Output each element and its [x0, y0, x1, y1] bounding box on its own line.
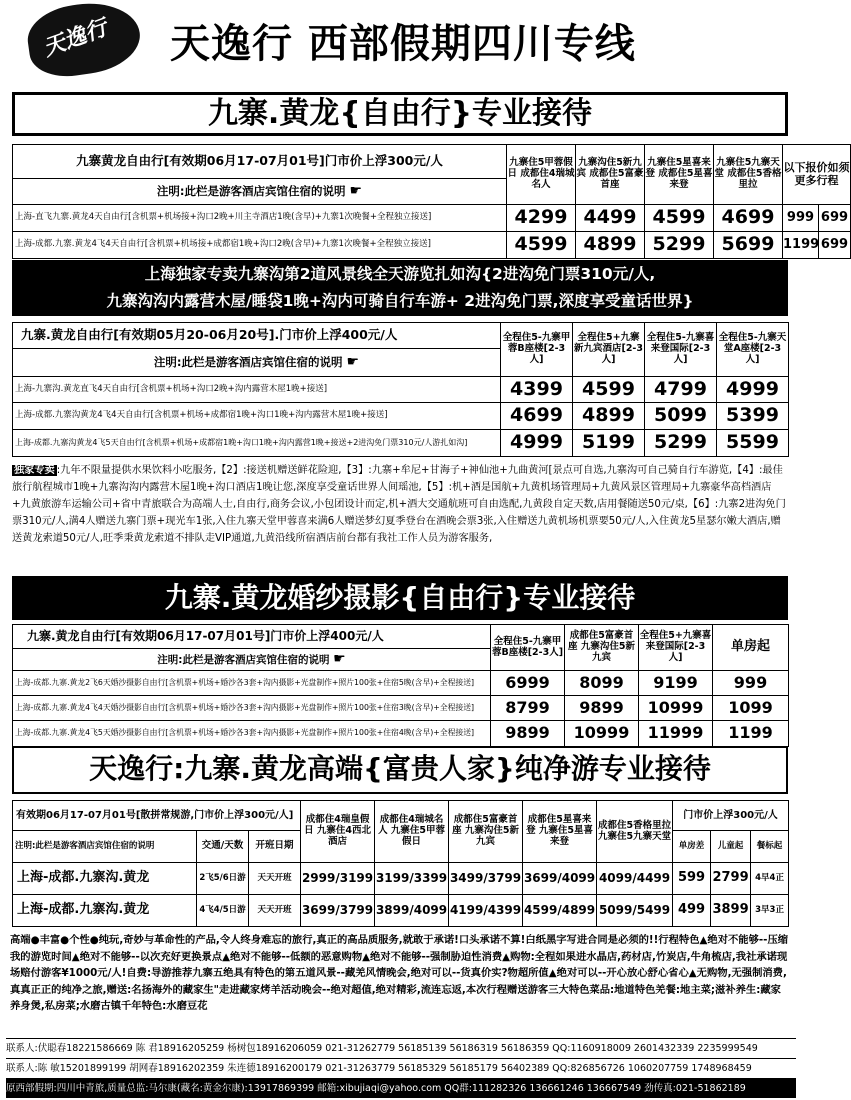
table3-row-1-price-1: 6999 [491, 671, 565, 696]
table2-row-3-price-2: 5199 [573, 430, 645, 457]
section-title-freetravel: 九寨.黄龙{自由行}专业接待 [12, 92, 788, 136]
table1-note-text: 注明:此栏是游客酒店宾馆住宿的说明 [156, 184, 346, 199]
table1-col-2: 九寨沟住5新九宾 成都住5富豪首座 [576, 145, 645, 205]
table3-row-3-price-1: 9899 [491, 721, 565, 747]
promo-banner-line-1: 上海独家专卖九寨沟第2道风景线全天游览扎如沟{2进沟免门票310元/人, [144, 265, 656, 283]
table2-row-1-price-3: 4799 [645, 377, 717, 403]
table4-note: 注明:此栏是游客酒店宾馆住宿的说明 [13, 831, 197, 863]
table4-row-1-child: 2799 [711, 863, 751, 895]
table4-row-2-date: 天天开班 [249, 895, 301, 927]
table4-row-1-days: 2飞5/6日游 [197, 863, 249, 895]
table2-row-3-price-1: 4999 [501, 430, 573, 457]
table4-col-1: 成都住4瑞皇假日 九寨住4西北酒店 [301, 801, 375, 863]
table2-row-3-price-4: 5599 [717, 430, 789, 457]
table2-note-text: 注明:此栏是游客酒店宾馆住宿的说明 [153, 355, 343, 370]
brand-logo [24, 0, 145, 81]
table2-row-2-price-3: 5099 [645, 403, 717, 430]
pointing-hand-icon: ☛ [346, 354, 360, 371]
table4-col-days: 交通/天数 [197, 831, 249, 863]
features-text: 高端●丰富●个性●纯玩,奇妙与革命性的产品,令人终身难忘的旅行,真正的高品质服务,就敢于承诺!口头承诺不算!白纸黑字写进合同是必须的!!行程特色▲绝对不能够--压缩我的游览时间▲绝对不能够--以次充好更换景点▲绝对不能够--低额的恶意购物▲绝对不能够--强制胁迫性消费▲购物:全程如果进水晶店,药材店,竹炭店,牛角梳店,我社承诺现场赔付游客¥1000元/人!自费:导游推荐九寨五绝具有特色的第五道风景--藏羌风情晚会,绝对可以--货真价实?物超所值▲绝对可以--开心放心舒心省心▲无购物,无强制消费,真真正正的纯净之旅,赠送:名扬海外的藏家生"走进藏家烤羊活动晚会--绝对超值,绝对精彩,流连忘返,本次行程赠送游客三大特色菜品:地道特色羌餐:地主菜;滋补养生:藏家养身煲,私房菜;水磨古镇千年特色:水磨豆花 [10, 934, 789, 1013]
table2-row-2-route: 上海-成都.九寨沟黄龙4飞4天自由行[含机票+机场+成都宿1晚+沟口1晚+沟内露营木屋1晚+接送] [13, 403, 501, 430]
table1-row-1-price-3: 4599 [645, 205, 714, 232]
table4-row-2-price-5: 5099/5499 [597, 895, 673, 927]
table4-row-2-price-4: 4599/4899 [523, 895, 597, 927]
contacts-block [6, 1038, 796, 1098]
table1-col-1: 九寨住5甲蓉假日 成都住4瑞城名人 [507, 145, 576, 205]
table3-note [13, 649, 491, 671]
table3-note-text: 注明:此栏是游客酒店宾馆住宿的说明 [157, 654, 330, 667]
table4-row-2-route: 上海-成都.九寨沟.黄龙 [13, 895, 197, 927]
table4-row-1-price-5: 4099/4499 [597, 863, 673, 895]
table4-row-1-single: 599 [673, 863, 711, 895]
table4-row-1-date: 天天开班 [249, 863, 301, 895]
table1-col-5: 以下报价如须更多行程 [783, 145, 851, 205]
table2-row-2-price-4: 5399 [717, 403, 789, 430]
table3-row-1-price-4: 999 [713, 671, 789, 696]
table1-head-title: 九寨黄龙自由行[有效期06月17-07月01号]门市价上浮300元/人 [13, 145, 507, 179]
table1-row-2-extra-1: 1199 [783, 232, 819, 259]
table1-row-2-price-1: 4599 [507, 232, 576, 259]
table3-row-1-route: 上海-成都.九寨.黄龙2飞6天婚沙摄影自由行[含机票+机场+婚沙各3套+沟内摄影+光盘制作+照片100张+住宿5晚(含早)+全程接送] [13, 671, 491, 696]
table3-row-2-price-4: 1099 [713, 696, 789, 721]
table2-col-3: 全程住5-九寨喜来登国际[2-3人] [645, 323, 717, 377]
table1-row-2-price-3: 5299 [645, 232, 714, 259]
table3-row-3-price-2: 10999 [565, 721, 639, 747]
table1-col-3: 九寨住5星喜来登 成都住5星喜来登 [645, 145, 714, 205]
table2-row-2-price-2: 4899 [573, 403, 645, 430]
table1-row-1-price-4: 4699 [714, 205, 783, 232]
contact-line-2: 联系人:陈 敏15201899199 胡网春18916202359 朱连德18916200179 021-31263779 56185329 56185179 56402389 QQ:826856726 1060207759 1748968459 [6, 1058, 796, 1078]
table4-sub-single: 单房差 [673, 831, 711, 863]
table4-row-1-price-1: 2999/3199 [301, 863, 375, 895]
table3-head-title: 九寨.黄龙自由行[有效期06月17-07月01号]门市价上浮400元/人 [13, 625, 491, 649]
table3-col-1: 全程住5-九寨甲蓉B座楼[2-3人] [491, 625, 565, 671]
pointing-hand-icon: ☛ [333, 651, 346, 668]
price-table-4 [12, 800, 789, 927]
table4-row-2-meal: 3早3正 [751, 895, 789, 927]
table2-col-1: 全程住5-九寨甲蓉B座楼[2-3人] [501, 323, 573, 377]
table4-sub-meal: 餐标起 [751, 831, 789, 863]
table1-row-1-price-1: 4299 [507, 205, 576, 232]
table2-col-2: 全程住5+九寨新九宾酒店[2-3人] [573, 323, 645, 377]
table4-col-5: 成都住5香格里拉 九寨住5九寨天堂 [597, 801, 673, 863]
table4-row-2-days: 4飞4/5日游 [197, 895, 249, 927]
table4-row-2-price-1: 3699/3799 [301, 895, 375, 927]
contact-line-1: 联系人:伏聪春18221586669 陈 君18916205259 杨树包18916206059 021-31262779 56185139 56186319 56186359 QQ:1160918009 2601432339 2235999549 [6, 1038, 796, 1058]
table3-row-3-price-4: 1199 [713, 721, 789, 747]
table3-row-2-price-3: 10999 [639, 696, 713, 721]
table4-col-date: 开班日期 [249, 831, 301, 863]
table4-head-title: 有效期06月17-07月01号[散拼常规游,门市价上浮300元/人] [13, 801, 301, 831]
page-title: 天逸行 西部假期四川专线 [170, 21, 636, 67]
table3-row-3-price-3: 11999 [639, 721, 713, 747]
table4-row-1-route: 上海-成都.九寨沟.黄龙 [13, 863, 197, 895]
brand-logo-text: 天逸行 [39, 14, 111, 62]
table1-row-1-price-2: 4499 [576, 205, 645, 232]
table2-row-3-price-3: 5299 [645, 430, 717, 457]
table4-row-1-price-2: 3199/3399 [375, 863, 449, 895]
table2-row-1-price-2: 4599 [573, 377, 645, 403]
section-title-wedding: 九寨.黄龙婚纱摄影{自由行}专业接待 [12, 576, 788, 620]
price-table-3 [12, 624, 789, 747]
table2-row-2-price-1: 4699 [501, 403, 573, 430]
table3-row-1-price-3: 9199 [639, 671, 713, 696]
table4-row-2-single: 499 [673, 895, 711, 927]
table2-row-1-price-4: 4999 [717, 377, 789, 403]
table1-row-1-route: 上海-直飞九寨.黄龙4天自由行[含机票+机场接+沟口2晚+川主寺酒店1晚(含早)+九寨1次晚餐+全程独立接送] [13, 205, 507, 232]
exclusive-tag: 独家专卖 [14, 465, 55, 476]
promo-banner-line-2: 九寨沟沟内露营木屋/睡袋1晚+沟内可骑自行车游+ 2进沟免门票,深度享受童话世界} [106, 292, 694, 310]
table4-row-2-price-3: 4199/4399 [449, 895, 523, 927]
contact-line-3: 原西部假期:四川中青旅,质量总监:马尔康(藏名:黄金尔康):13917869399 邮箱:xibujiaqi@yahoo.com QQ群:111282326 136661246 136667549 劲传真:021-51862189 [6, 1078, 796, 1098]
table4-row-1-price-4: 3699/4099 [523, 863, 597, 895]
table3-row-2-price-2: 9899 [565, 696, 639, 721]
table4-sub-child: 儿童起 [711, 831, 751, 863]
table2-row-3-route: 上海-成都.九寨沟黄龙4飞5天自由行[含机票+机场+成都宿1晚+沟口1晚+沟内露营1晚+接送+2进沟免门票310元/人游扎如沟] [13, 430, 501, 457]
table3-row-3-route: 上海-成都.九寨.黄龙4飞5天婚沙摄影自由行[含机票+机场+婚沙各3套+沟内摄影+光盘制作+照片100张+住宿4晚(含早)+全程接送] [13, 721, 491, 747]
table2-head-title: 九寨.黄龙自由行[有效期05月20-06月20号].门市价上浮400元/人 [13, 323, 501, 349]
table1-row-2-route: 上海-成都.九寨.黄龙4飞4天自由行[含机票+机场接+成都宿1晚+沟口2晚(含早)+九寨1次晚餐+全程独立接送] [13, 232, 507, 259]
table3-row-1-price-2: 8099 [565, 671, 639, 696]
table1-row-2-price-2: 4899 [576, 232, 645, 259]
table4-col-3: 成都住5富豪首座 九寨沟住5新九宾 [449, 801, 523, 863]
table4-col-2: 成都住4瑞城名人 九寨住5甲蓉假日 [375, 801, 449, 863]
table2-col-4: 全程住5-九寨天堂A座楼[2-3人] [717, 323, 789, 377]
table4-row-1-meal: 4早4正 [751, 863, 789, 895]
table2-row-1-price-1: 4399 [501, 377, 573, 403]
price-table-2 [12, 322, 789, 457]
table3-row-2-price-1: 8799 [491, 696, 565, 721]
table1-row-1-extra-1: 999 [783, 205, 819, 232]
table4-retail-head: 门市价上浮300元/人 [673, 801, 789, 831]
table3-col-3: 全程住5+九寨喜来登国际[2-3人] [639, 625, 713, 671]
table1-row-2-price-4: 5699 [714, 232, 783, 259]
table1-col-4: 九寨住5九寨天堂 成都住5香格里拉 [714, 145, 783, 205]
table1-note [13, 179, 507, 205]
table4-row-1-price-3: 3499/3799 [449, 863, 523, 895]
pointing-hand-icon: ☛ [349, 183, 363, 200]
table2-row-1-route: 上海-九寨沟.黄龙直飞4天自由行[含机票+机场+沟口2晚+沟内露营木屋1晚+接送] [13, 377, 501, 403]
table1-row-2-extra-2: 699 [819, 232, 851, 259]
table4-row-2-child: 3899 [711, 895, 751, 927]
exclusive-details: :九年不限量提供水果饮料小吃服务,【2】:接送机赠送鲜花险迎,【3】:九寨+牟尼+甘海子+神仙池+九曲黄河[景点可自选,九寨沟可自己骑自行车游览,【4】:最佳旅行航程城市1晚+九寨沟沟内露营木屋1晚+沟口酒店1晚让您,深度享受童话世界人间瑶池,【5】:机+酒是国航+九黄机场管理局+九黄风景区管理局+九寨豪华高档酒店+九黄旅游车运输公司+省中青旅联合为高端人士,自由行,商务会议,小包团设计而定,机+酒大交通航班可自由选配,九黄段自定天数,店用餐随送50元/桌,【6】:九寨2进沟免门票310元/人,满4人赠送九寨门票+现光车1张,入住九寨天堂甲蓉喜来满6人赠送梦幻夏季登台在酒晚会票3张,入住赠送九黄机场机票要50元/人,入住黄龙5星瑟尔嫩大酒店,赠送黄龙索道50元/人,旺季秉黄龙索道不排队走VIP通道,九黄沿线所宿酒店前台都有我社工作人员为游客服务, [12, 465, 786, 544]
price-table-1 [12, 144, 851, 259]
section-title-luxury: 天逸行:九寨.黄龙高端{富贵人家}纯净游专业接待 [12, 746, 788, 794]
promo-banner [12, 260, 788, 316]
table3-col-4: 单房起 [713, 625, 789, 671]
table4-row-2-price-2: 3899/4099 [375, 895, 449, 927]
table1-row-1-extra-2: 699 [819, 205, 851, 232]
exclusive-program-text [12, 462, 788, 574]
table4-col-4: 成都住5星喜来登 九寨住5星喜来登 [523, 801, 597, 863]
table3-col-2: 成都住5富豪首座 九寨沟住5新九宾 [565, 625, 639, 671]
table2-note [13, 349, 501, 377]
table3-row-2-route: 上海-成都.九寨.黄龙4飞4天婚沙摄影自由行[含机票+机场+婚沙各3套+沟内摄影+光盘制作+照片100张+住宿3晚(含早)+全程接送] [13, 696, 491, 721]
